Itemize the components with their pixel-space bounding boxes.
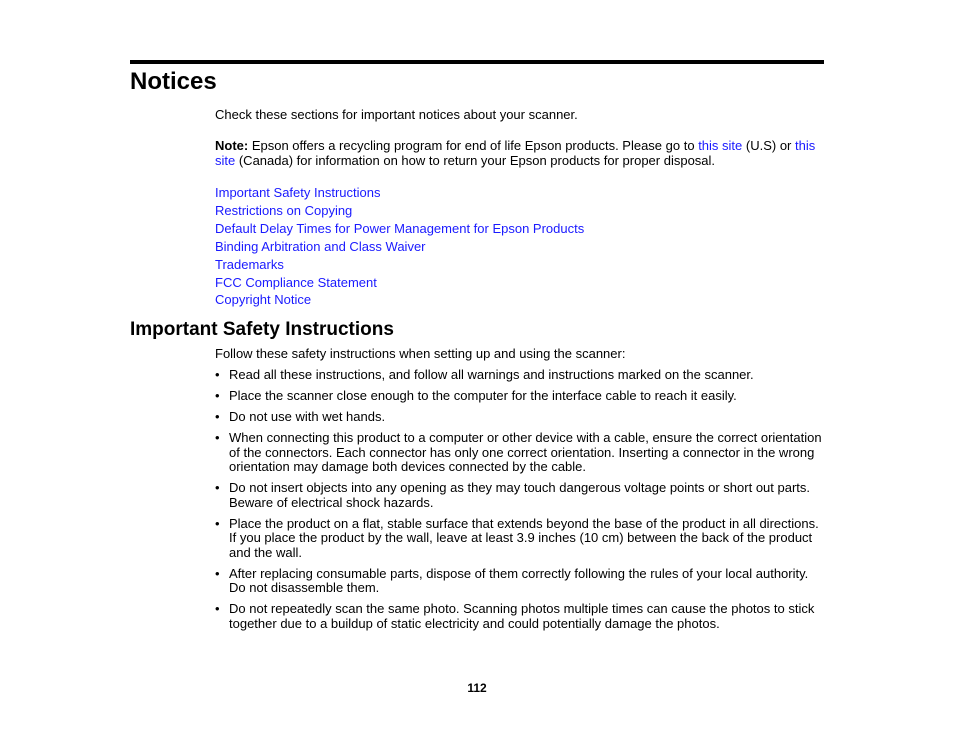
list-item: • Do not repeatedly scan the same photo. Scanning photos multiple times can cause the photos to stick together due to a buildup of static electricity and could potentially damage the photos. xyxy=(215,602,825,631)
list-item: • Place the product on a flat, stable surface that extends beyond the base of the product in all directions. If you place the product by the wall, leave at least 3.9 inches (10 cm) between the back of the product and the wall. xyxy=(215,517,825,561)
link-safety[interactable]: Important Safety Instructions xyxy=(215,185,381,200)
list-item: • After replacing consumable parts, dispose of them correctly following the rules of your local authority. Do not disassemble them. xyxy=(215,567,825,596)
page-title: Notices xyxy=(130,68,217,95)
note-text: (U.S) or xyxy=(742,138,795,153)
canada-site-link[interactable]: this site xyxy=(215,138,816,168)
intro-text: Check these sections for important notices about your scanner. xyxy=(215,107,578,122)
list-item: • Place the scanner close enough to the computer for the interface cable to reach it easily. xyxy=(215,389,825,404)
section-title: Important Safety Instructions xyxy=(130,319,394,340)
link-trademarks[interactable]: Trademarks xyxy=(215,256,284,272)
section-links xyxy=(215,184,584,309)
recycling-note xyxy=(215,138,825,168)
page-number: 112 xyxy=(467,681,487,695)
link-arbitration[interactable]: Binding Arbitration and Class Waiver xyxy=(215,238,426,254)
safety-list xyxy=(215,368,825,638)
note-label: Note: xyxy=(215,138,249,153)
list-item: • Do not insert objects into any opening as they may touch dangerous voltage points or short out parts. Beware of electrical shock hazards. xyxy=(215,481,825,510)
note-text: (Canada) for information on how to return your Epson products for proper disposal. xyxy=(235,153,716,168)
us-site-link[interactable]: this site xyxy=(698,138,743,153)
list-item: • Read all these instructions, and follow all warnings and instructions marked on the scanner. xyxy=(215,368,825,383)
list-item: • Do not use with wet hands. xyxy=(215,410,825,425)
link-power[interactable]: Default Delay Times for Power Management for Epson Products xyxy=(215,220,585,236)
link-copyright[interactable]: Copyright Notice xyxy=(215,292,312,308)
link-fcc[interactable]: FCC Compliance Statement xyxy=(215,274,377,290)
top-rule xyxy=(130,60,824,64)
section-intro: Follow these safety instructions when setting up and using the scanner: xyxy=(215,346,626,361)
link-copying[interactable]: Restrictions on Copying xyxy=(215,202,353,218)
list-item: • When connecting this product to a computer or other device with a cable, ensure the correct orientation of the connectors. Each connector has only one correct orientation. Inserting a connector in the wrong orientation may damage both devices connected by the cable. xyxy=(215,431,825,475)
note-text: Epson offers a recycling program for end of life Epson products. Please go to xyxy=(248,138,699,153)
